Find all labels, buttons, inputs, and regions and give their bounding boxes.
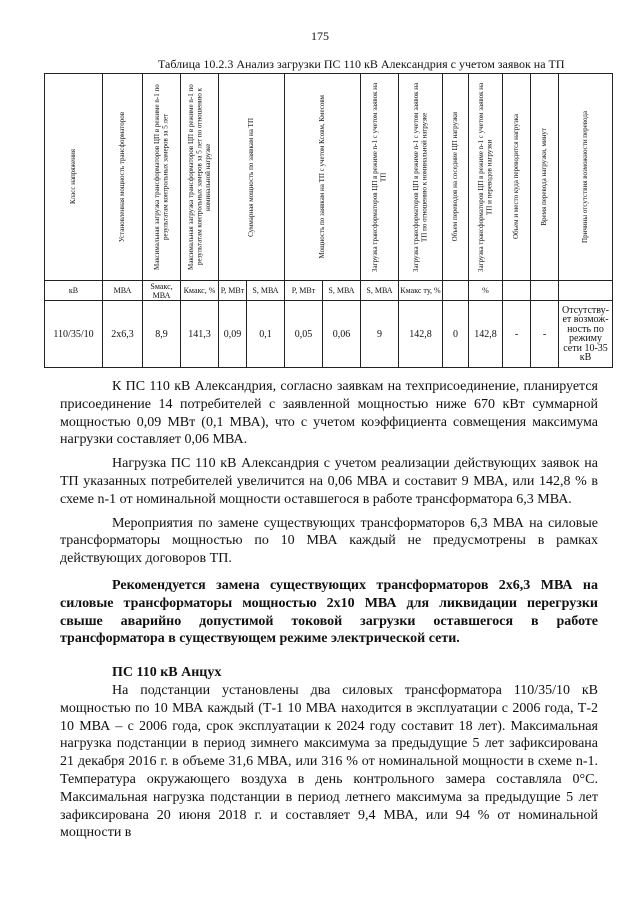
recommendation-paragraph: Рекомендуется замена существующих трансформаторов 2х6,3 МВА на силовые трансформаторы мощностью 2х10 МВА для ликвидации перегрузки свыше аварийно допустимой токовой загрузки оставшегося в работе трансформатора в существующем режиме электрической сети. (60, 577, 598, 647)
header-cell: Время перевода нагрузки, минут (531, 74, 559, 281)
header-cell: Установленная мощность трансформаторов (103, 74, 143, 281)
paragraph: Нагрузка ПС 110 кВ Александрия с учетом реализации действующих заявок на ТП указанных потребителей увеличится на 0,06 МВА и составит 9 МВА, или 142,8 % в схеме n-1 от номинальной мощности оставшегося в работе трансформатора 6,3 МВА. (60, 456, 598, 507)
unit-cell: Sмакс, МВА (143, 281, 181, 301)
table-units-row (45, 281, 613, 301)
table-cell: 2х6,3 (103, 301, 143, 368)
table-row (45, 301, 613, 368)
header-cell: Мощность по заявкам на ТП с учетом Ксовм, Кмесовм (285, 74, 361, 281)
paragraph: К ПС 110 кВ Александрия, согласно заявкам на техприсоединение, планируется присоединение 14 потребителей с заявленной мощностью ниже 670 кВт суммарной мощностью 0,09 МВт (0,1 МВА), что с учетом коэффициента совмещения максимума нагрузки составляет 0,06 МВА. (60, 379, 598, 448)
unit-cell (443, 281, 469, 301)
header-cell: Объем переводов на соседние ЦП нагрузки (443, 74, 469, 281)
header-cell: Объем и место куда переводится нагрузка (503, 74, 531, 281)
table-cell: 142,8 (399, 301, 443, 368)
unit-cell: S, МВА (247, 281, 285, 301)
table-cell: - (531, 301, 559, 368)
header-cell: Загрузка трансформаторов ЦП в режиме n-1 с учетом заявок на ТП по отношению к номинальной нагрузке (399, 74, 443, 281)
unit-cell: кВ (45, 281, 103, 301)
header-cell: Максимальная загрузка трансформаторов ЦП в режиме n-1 по результатам контрольных замеров за 5 лет (143, 74, 181, 281)
header-cell: Максимальная загрузка трансформаторов ЦП в режиме n-1 по результатам контрольных замеров за 5 лет по отношению к номинальной нагрузке (181, 74, 219, 281)
table-cell: 0,05 (285, 301, 323, 368)
header-cell: Суммарная мощность по заявкам на ТП (219, 74, 285, 281)
substation-load-table (44, 73, 613, 368)
unit-cell (559, 281, 613, 301)
section-heading: ПС 110 кВ Анцух (112, 665, 222, 681)
paragraph: Мероприятия по замене существующих трансформаторов 6,3 МВА на силовые трансформаторы мощностью по 10 МВА каждый не предусмотрены в рамках действующих договоров ТП. (60, 515, 598, 567)
unit-cell: S, МВА (361, 281, 399, 301)
body-text (60, 378, 598, 842)
header-cell: Загрузка трансформаторов ЦП в режиме n-1 с учетом заявок на ТП и переводов нагрузки (469, 74, 503, 281)
header-cell: Класс напряжения (45, 74, 103, 281)
table-header-row (45, 74, 613, 281)
unit-cell: S, МВА (323, 281, 361, 301)
table-cell: 0 (443, 301, 469, 368)
paragraph: На подстанции установлены два силовых трансформатора 110/35/10 кВ мощностью по 10 МВА каждый (Т-1 10 МВА находится в эксплуатации с 2006 года, Т-2 10 МВА – с 2006 года, срок эксплуатации к 2024 году составит 18 лет). Максимальная нагрузка подстанции в период зимнего максимума за предыдущие 5 лет зафиксирована 21 декабря 2016 г. в объеме 31,6 МВА, или 316 % от номинальной мощности в схеме n-1. Температура окружающего воздуха в день контрольного замера составляла 0°С. Максимальная нагрузка подстанции в период летнего максимума за предыдущие 5 лет зафиксирована 20 июня 2018 г. и составляет 9,4 МВА, или 94 % от номинальной мощности в (60, 682, 598, 841)
page-number: 175 (311, 29, 329, 43)
unit-cell (531, 281, 559, 301)
header-cell: Загрузка трансформаторов ЦП в режиме n-1 с учетом заявок на ТП (361, 74, 399, 281)
unit-cell: P, МВт (285, 281, 323, 301)
unit-cell: МВА (103, 281, 143, 301)
unit-cell: Кмакс ту, % (399, 281, 443, 301)
unit-cell: Кмакс, % (181, 281, 219, 301)
reason-cell: Отсутству-ет возмож-ность по режиму сети 10-35 кВ (559, 301, 613, 368)
table-cell: 0,1 (247, 301, 285, 368)
table-cell: 0,06 (323, 301, 361, 368)
table-cell: - (503, 301, 531, 368)
unit-cell: P, МВт (219, 281, 247, 301)
table-caption: Таблица 10.2.3 Анализ загрузки ПС 110 кВ Александрия с учетом заявок на ТП (158, 57, 565, 71)
header-cell: Причины отсутствия возможности перевода (559, 74, 613, 281)
table-cell: 9 (361, 301, 399, 368)
unit-cell (503, 281, 531, 301)
table-cell: 110/35/10 (45, 301, 103, 368)
table-cell: 8,9 (143, 301, 181, 368)
table-cell: 0,09 (219, 301, 247, 368)
table-cell: 142,8 (469, 301, 503, 368)
unit-cell: % (469, 281, 503, 301)
table-cell: 141,3 (181, 301, 219, 368)
